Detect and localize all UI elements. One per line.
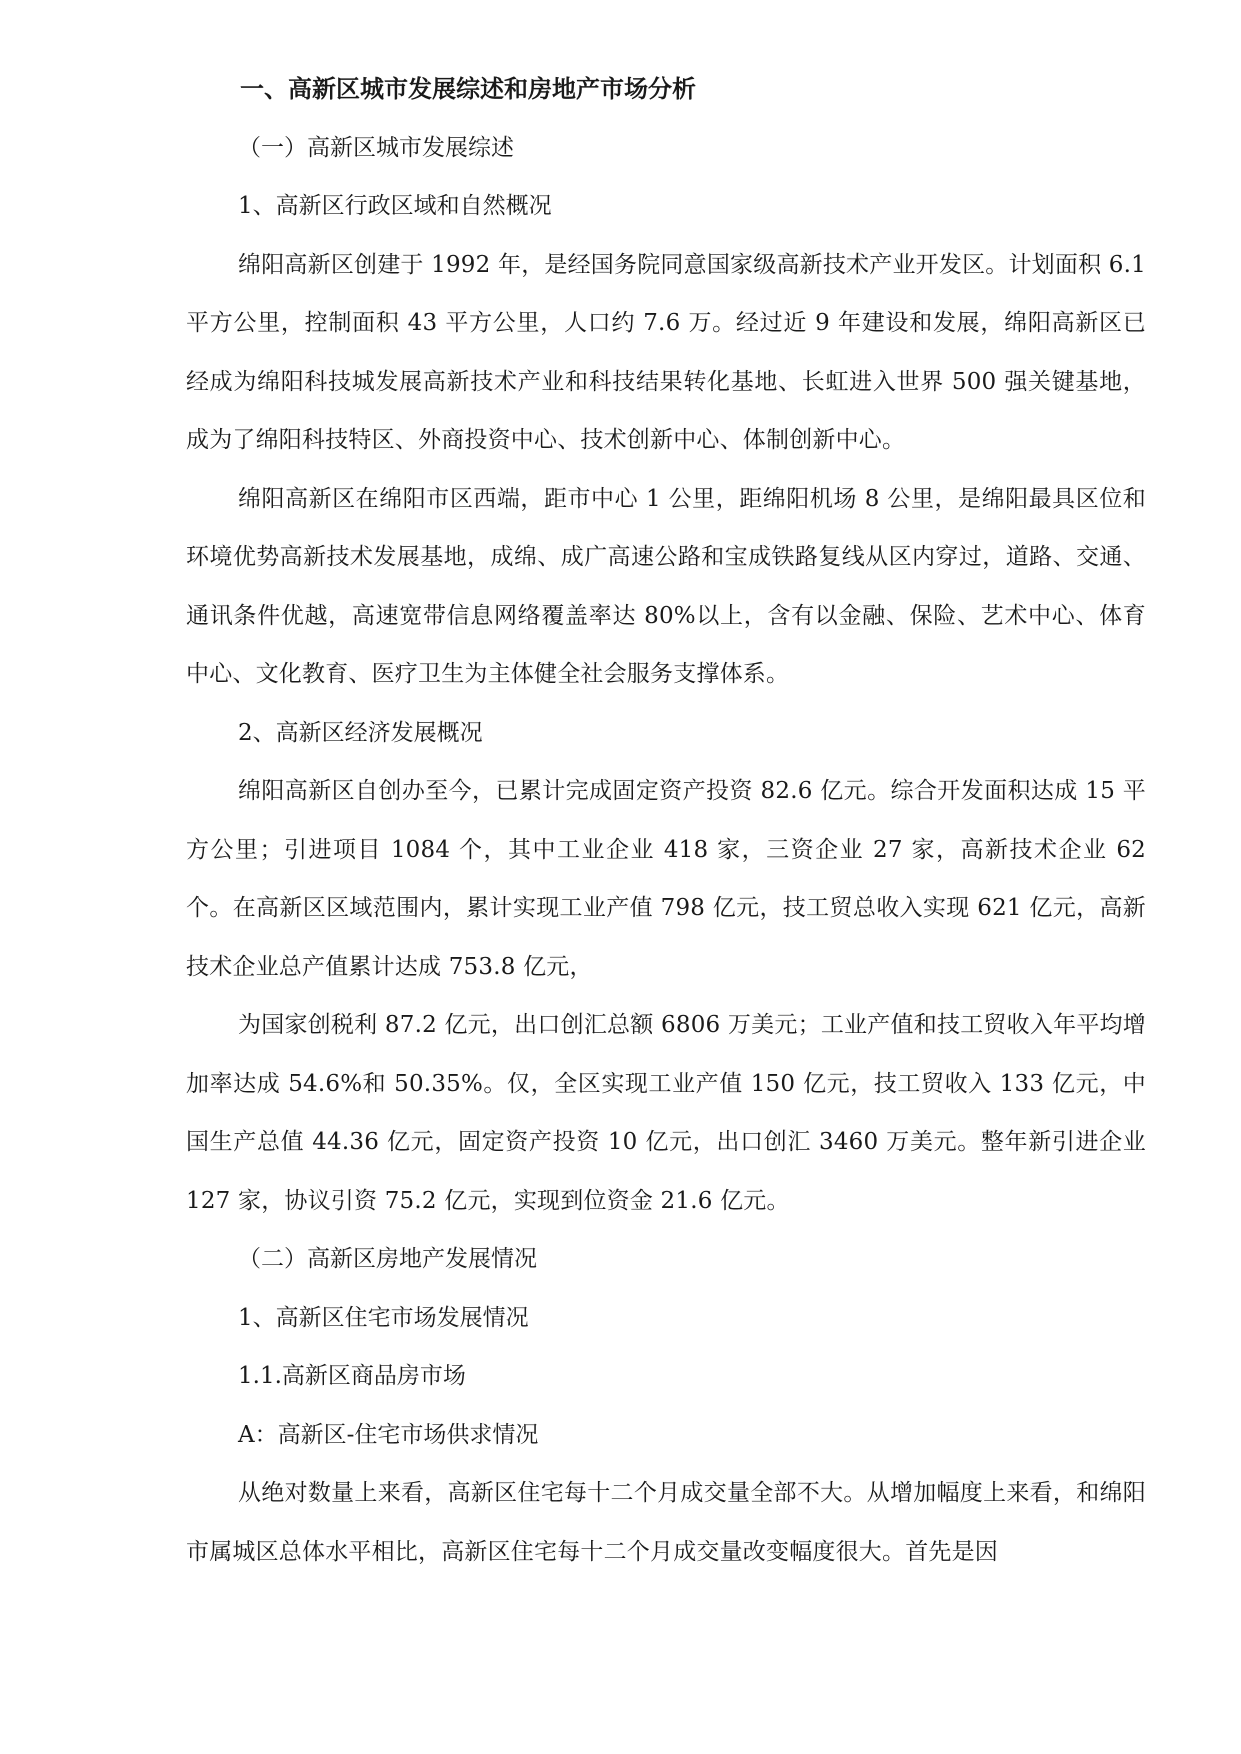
paragraph-location: 绵阳高新区在绵阳市区西端，距市中心 1 公里，距绵阳机场 8 公里，是绵阳最具区位和环境优势高新技术发展基地，成绵、成广高速公路和宝成铁路复线从区内穿过，道路、交通、通讯条件优越，高速宽带信息网络覆盖率达 80%以上，含有以金融、保险、艺术中心、体育中心、文化教育、医疗卫生为主体健全社会服务支撑体系。 — [186, 485, 1146, 687]
section-title-2: （二）高新区房地产发展情况 — [238, 1246, 537, 1272]
subsection-title-2: 2、高新区经济发展概况 — [238, 719, 483, 746]
paragraph-admin-overview: 绵阳高新区创建于 1992 年，是经国务院同意国家级高新技术产业开发区。计划面积 6.1 平方公里，控制面积 43 平方公里，人口约 7.6 万。经过近 9 年建设和发展，绵阳高新区已经成为绵阳科技城发展高新技术产业和科技结果转化基地、长虹进入世界 500 强关键基地，成为了绵阳科技特区、外商投资中心、技术创新中心、体制创新中心。 — [186, 251, 1146, 453]
subsection-title-3: 1、高新区住宅市场发展情况 — [238, 1304, 529, 1331]
main-heading: 一、高新区城市发展综述和房地产市场分析 — [240, 75, 696, 103]
document-page — [186, 60, 1146, 1581]
paragraph-housing-supply: 从绝对数量上来看，高新区住宅每十二个月成交量全部不大。从增加幅度上来看，和绵阳市属城区总体水平相比，高新区住宅每十二个月成交量改变幅度很大。首先是因 — [186, 1480, 1146, 1565]
paragraph-economy-2: 为国家创税利 87.2 亿元，出口创汇总额 6806 万美元；工业产值和技工贸收入年平均增加率达成 54.6%和 50.35%。仅，全区实现工业产值 150 亿元，技工贸收入 133 亿元，中国生产总值 44.36 亿元，固定资产投资 10 亿元，出口创汇 3460 万美元。整年新引进企业 127 家，协议引资 75.2 亿元，实现到位资金 21.6 亿元。 — [186, 1012, 1146, 1214]
section-title-1: （一）高新区城市发展综述 — [238, 134, 514, 161]
subsection-title-3-1: 1.1.高新区商品房市场 — [238, 1363, 466, 1389]
subsection-title-3-1-a: A：高新区-住宅市场供求情况 — [238, 1421, 539, 1448]
paragraph-economy-1: 绵阳高新区自创办至今，已累计完成固定资产投资 82.6 亿元。综合开发面积达成 15 平方公里；引进项目 1084 个，其中工业企业 418 家，三资企业 27 家，高新技术企业 62 个。在高新区区域范围内，累计实现工业产值 798 亿元，技工贸总收入实现 621 亿元，高新技术企业总产值累计达成 753.8 亿元， — [186, 778, 1146, 980]
subsection-title-1: 1、高新区行政区域和自然概况 — [238, 193, 552, 219]
